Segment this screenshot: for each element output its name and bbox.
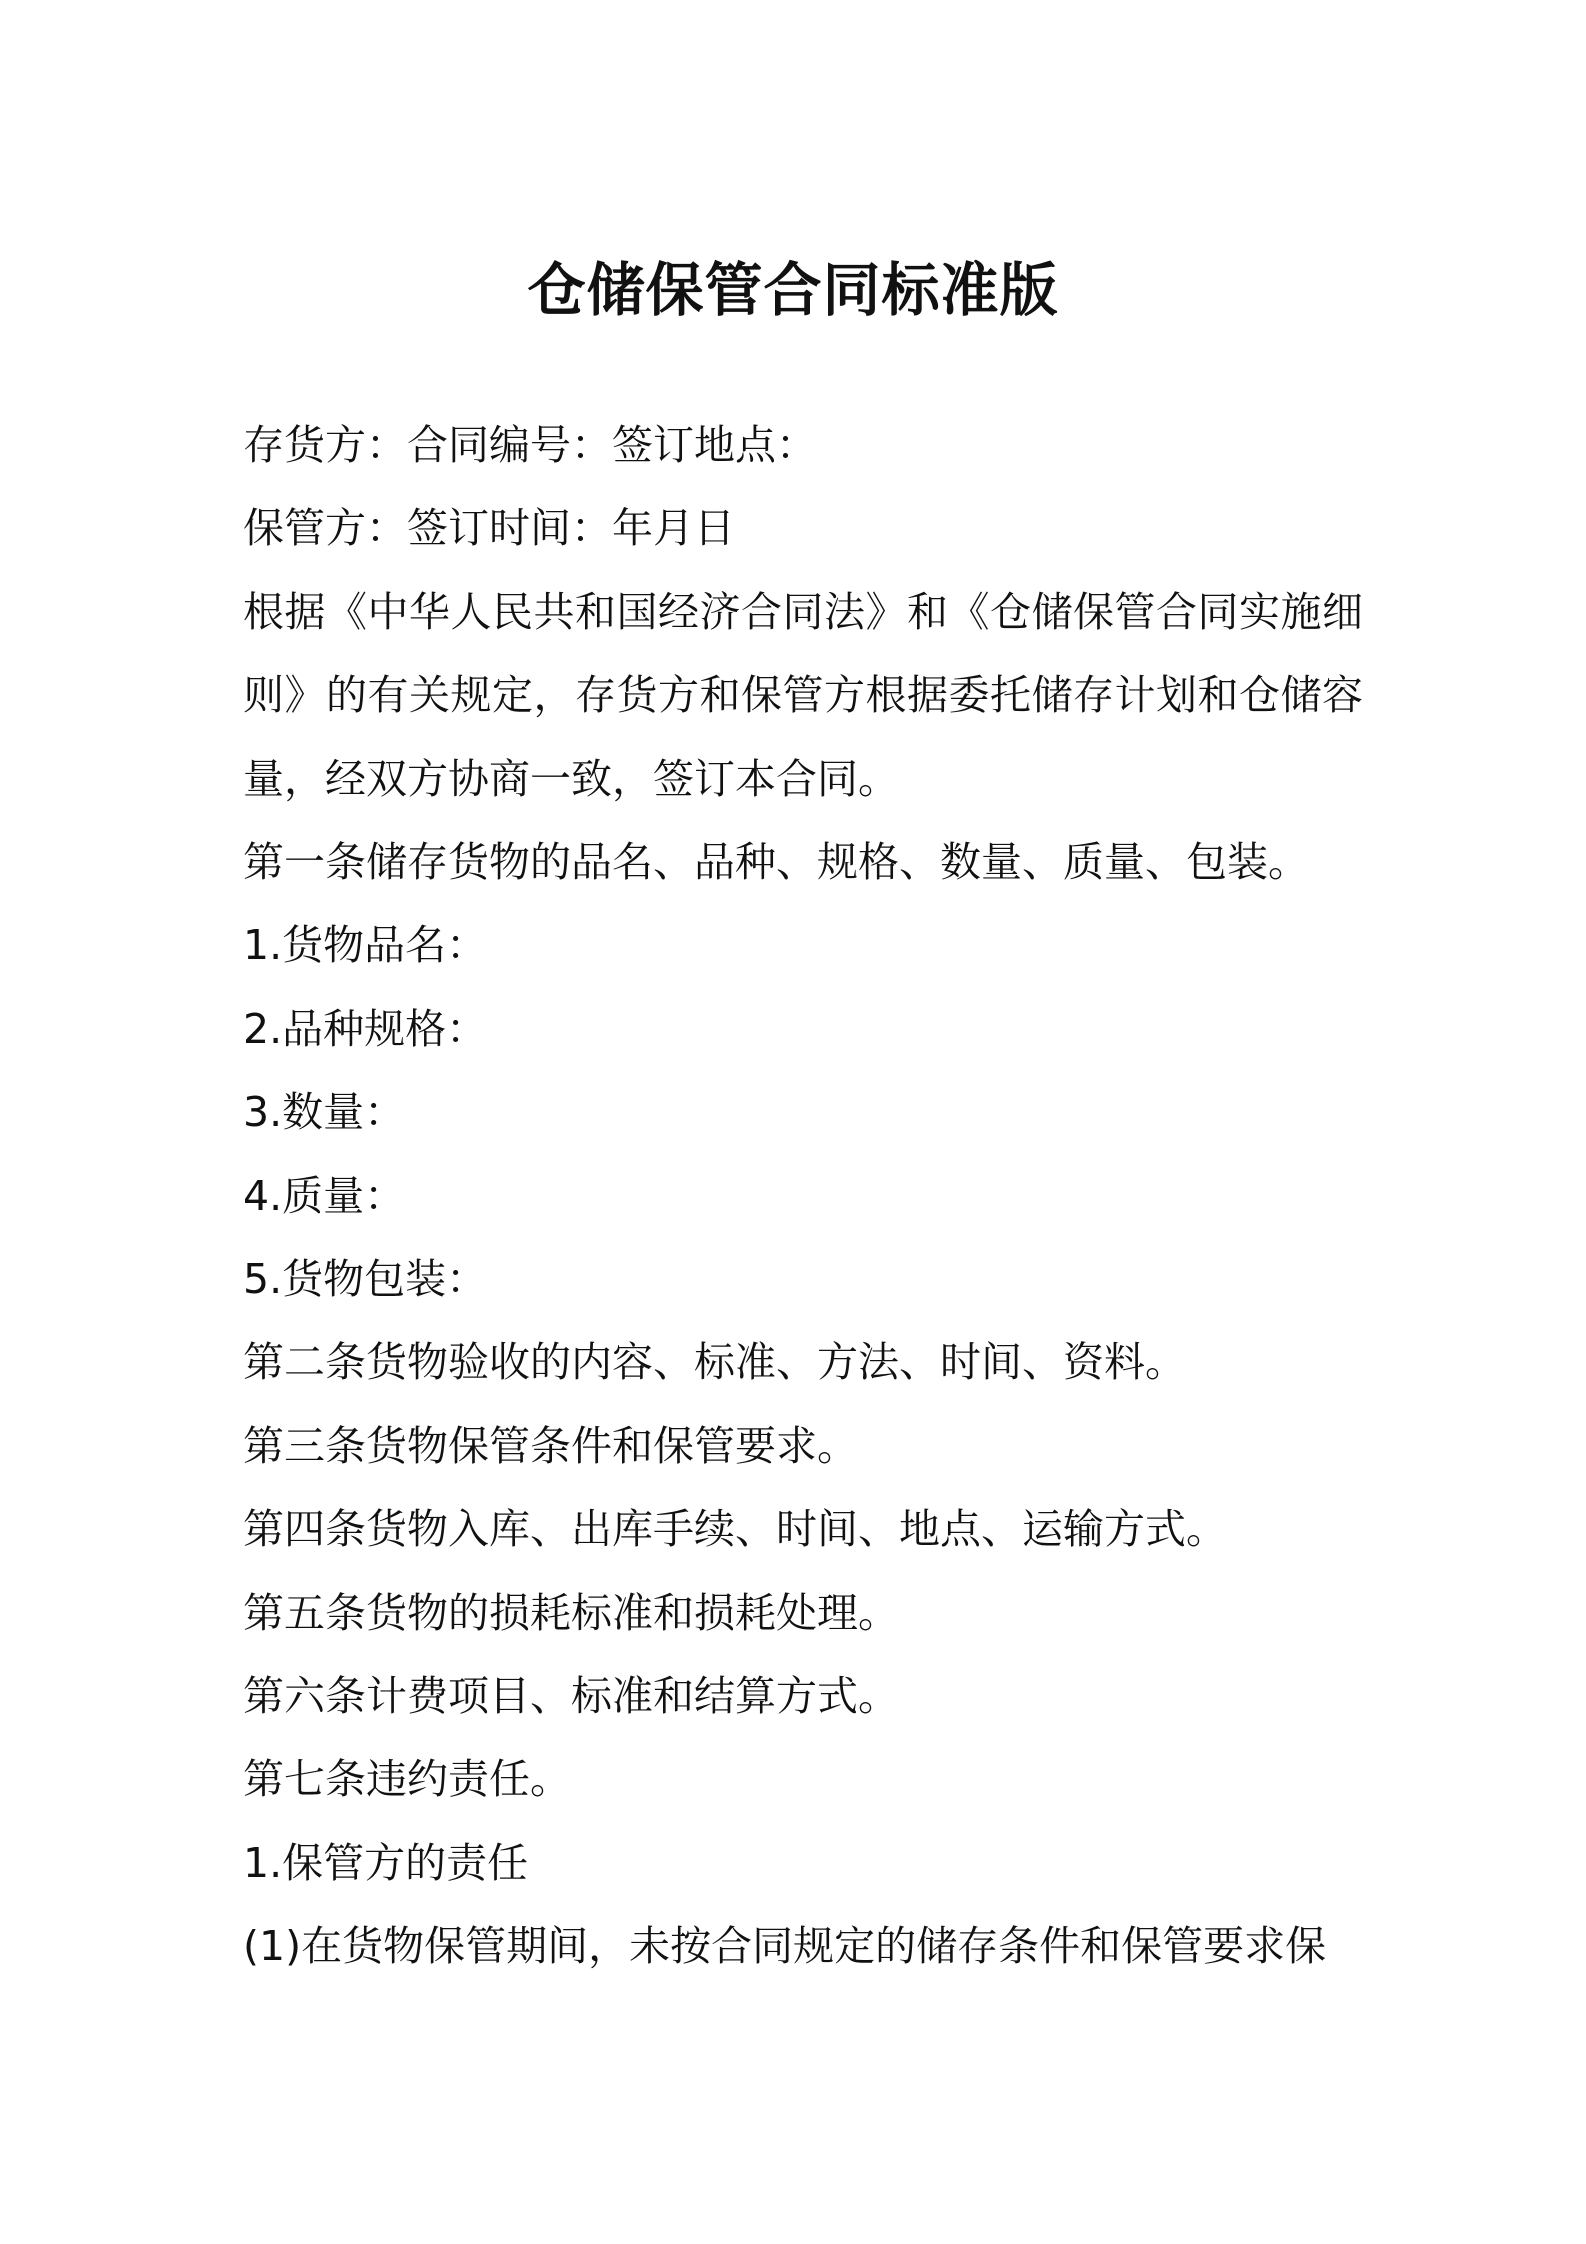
- document-title: 仓储保管合同标准版: [527, 256, 1059, 324]
- article-line: 第六条计费项目、标准和结算方式。: [243, 1671, 899, 1720]
- article-line: 第五条货物的损耗标准和损耗处理。: [243, 1588, 899, 1637]
- article-line: 1.货物品名：: [243, 921, 488, 970]
- header-line-custodian: 保管方：签订时间：年月日: [243, 504, 735, 553]
- article-line: 4.质量：: [243, 1171, 406, 1220]
- article-line: 2.品种规格：: [243, 1004, 488, 1053]
- article-line: 第二条货物验收的内容、标准、方法、时间、资料。: [243, 1338, 1186, 1387]
- article-line: 3.数量：: [243, 1088, 406, 1137]
- header-line-depositor: 存货方：合同编号：签订地点：: [243, 421, 817, 469]
- intro-paragraph: 根据《中华人民共和国经济合同法》和《仓储保管合同实施细则》的有关规定，存货方和保管方根据委托储存计划和仓储容量，经双方协商一致，签订本合同。: [243, 587, 1363, 803]
- document-body: [243, 404, 1363, 1988]
- article-line: 1.保管方的责任: [243, 1838, 529, 1887]
- article-line: 第七条违约责任。: [243, 1755, 571, 1804]
- article-line: 第一条储存货物的品名、品种、规格、数量、质量、包装。: [243, 838, 1309, 886]
- article-line: (1)在货物保管期间，未按合同规定的储存条件和保管要求保: [243, 1922, 1327, 1971]
- article-line: 第三条货物保管条件和保管要求。: [243, 1421, 858, 1470]
- article-line: 5.货物包装：: [243, 1254, 488, 1303]
- article-line: 第四条货物入库、出库手续、时间、地点、运输方式。: [243, 1505, 1227, 1554]
